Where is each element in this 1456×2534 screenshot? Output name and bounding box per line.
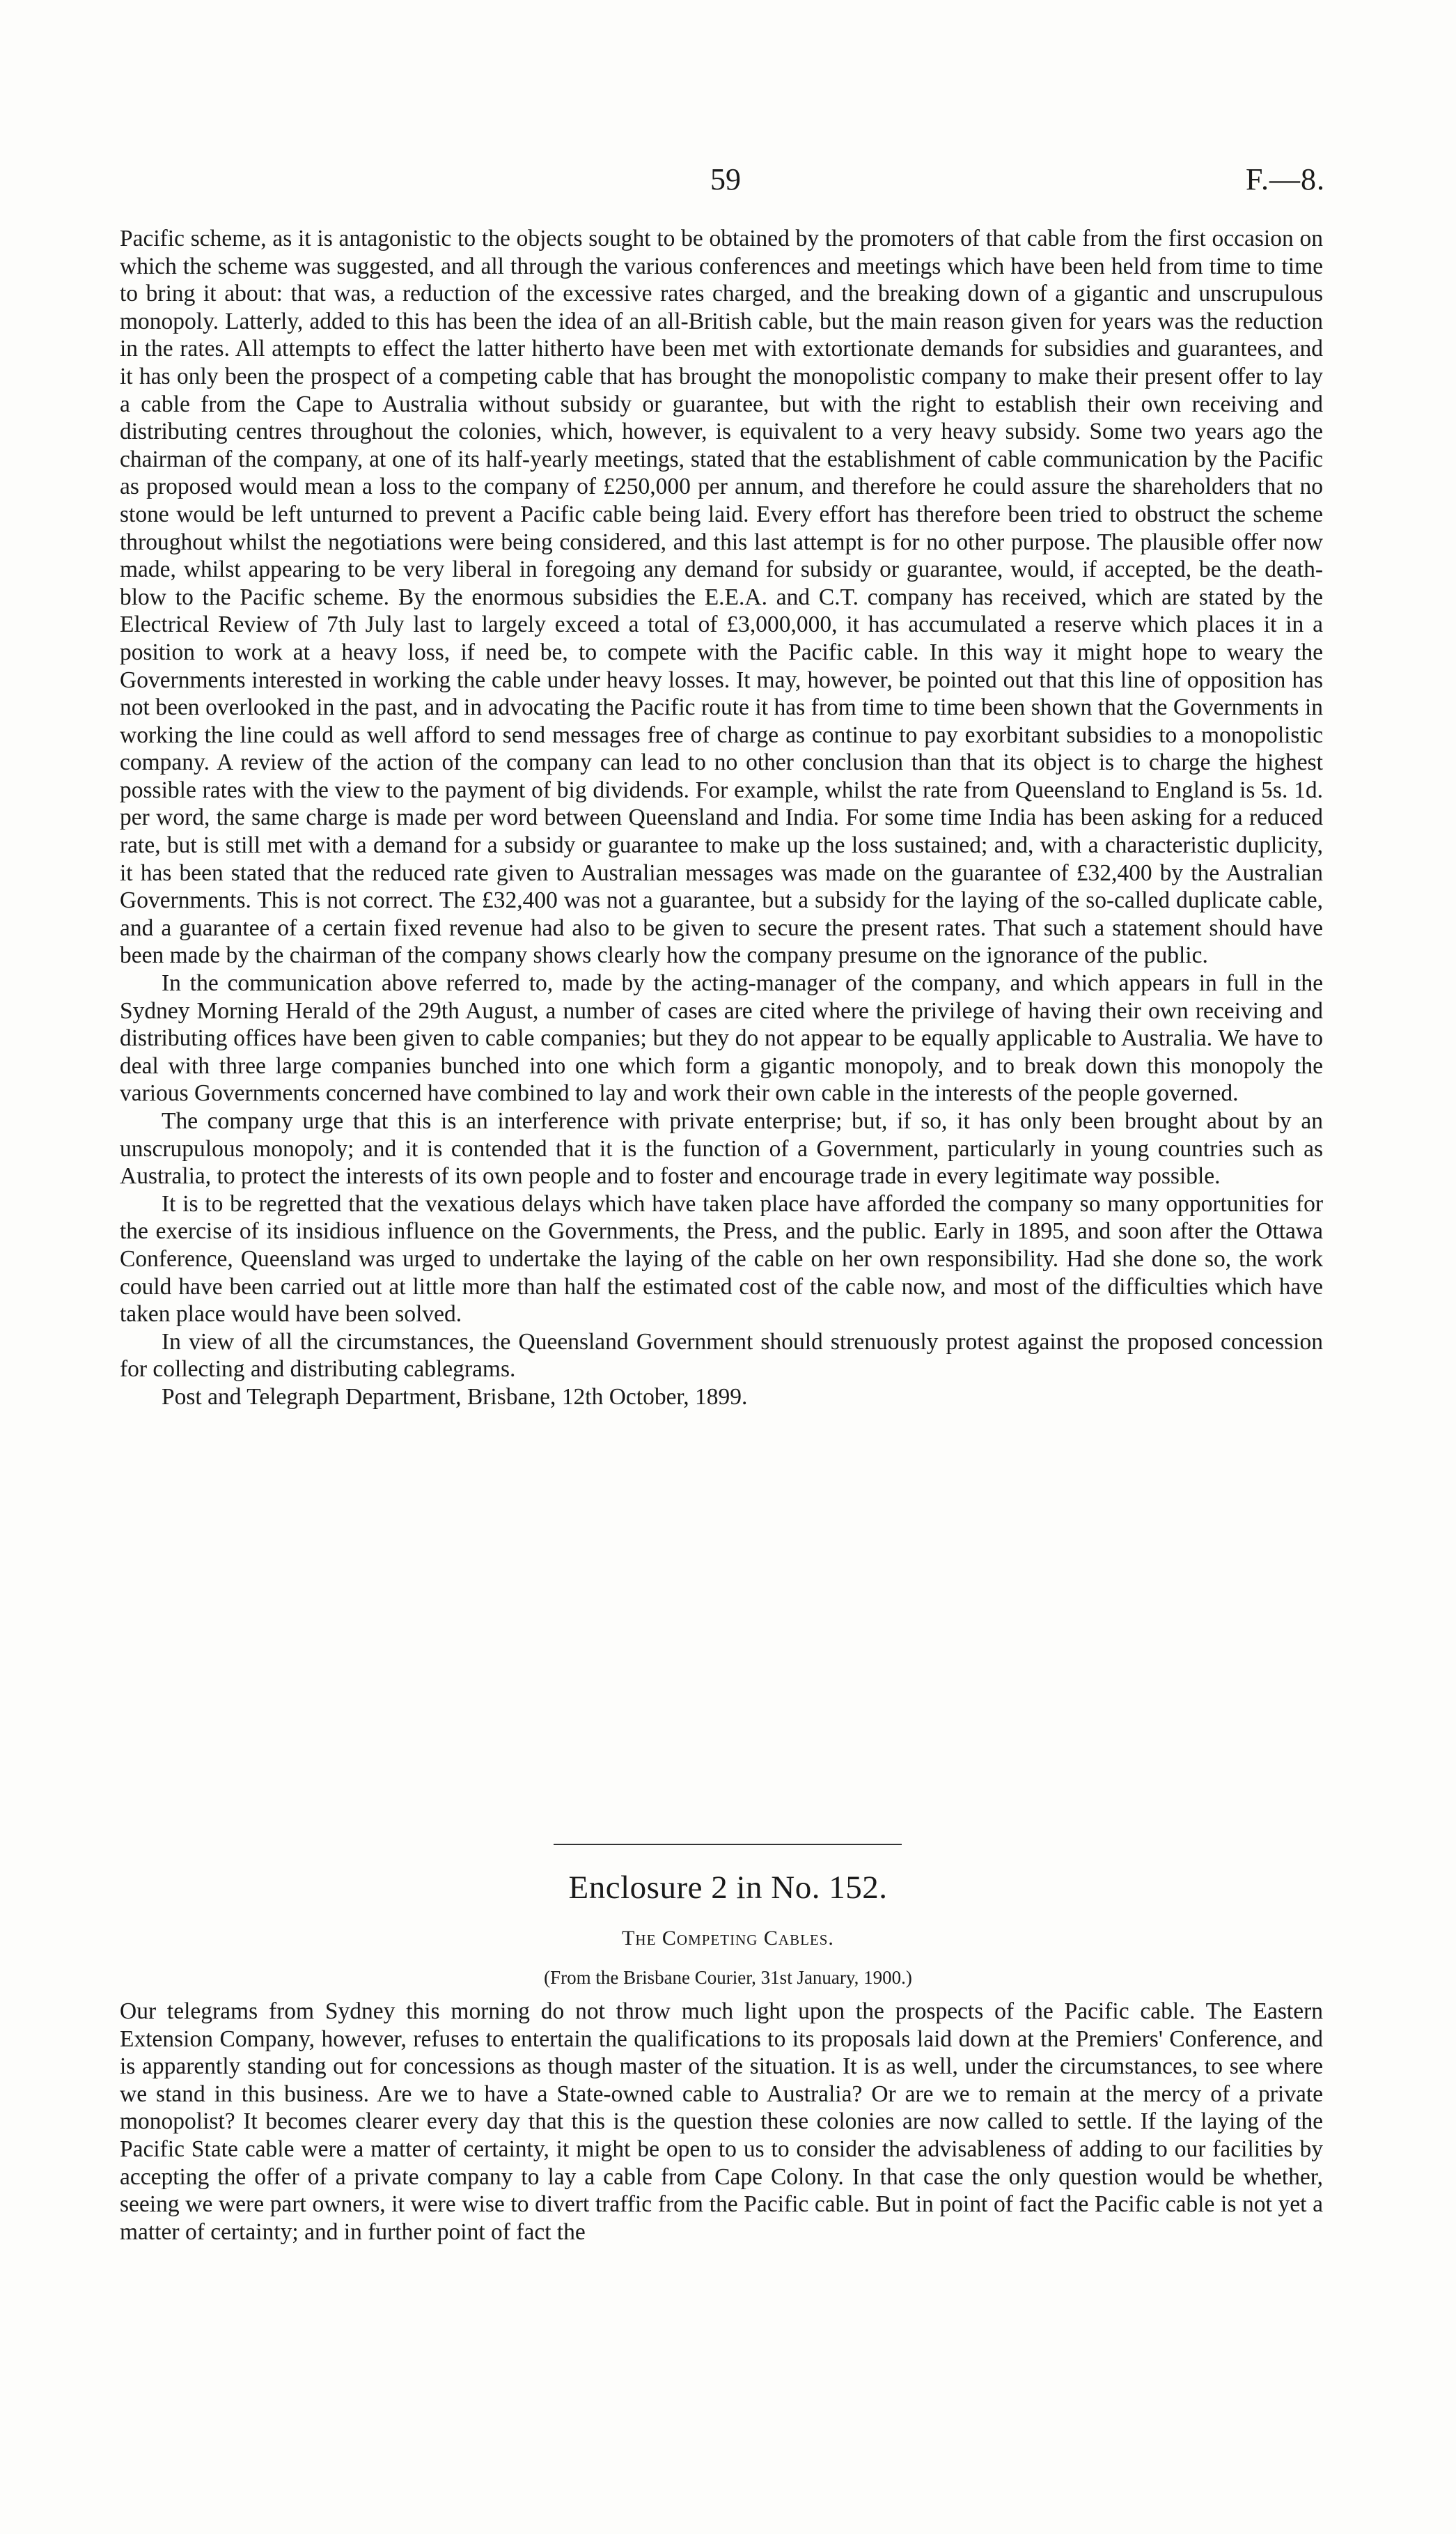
page-number: 59	[710, 162, 741, 196]
paragraph-4: It is to be regretted that the vexatious delays which have taken place have afforded the company so many opportunities for the exercise of its insidious influence on the Governments, the Press, and the public. Early in 1895, and soon after the Ottawa Conference, Queensland was urged to undertake the laying of the cable on her own responsibility. Had she done so, the work could have been carried out at little more than half the estimated cost of the cable now, and most of the difficulties which have taken place would have been solved.	[120, 1190, 1323, 1328]
enclosure-subtitle: The Competing Cables.	[622, 1927, 834, 1950]
paragraph-3: The company urge that this is an interference with private enterprise; but, if so, it has only been brought about by an unscrupulous monopoly; and it is contended that it is the function of a Government, particularly in young countries such as Australia, to protect the interests of its own people and to foster and encourage trade in every legitimate way possible.	[120, 1108, 1323, 1190]
signature-line: Post and Telegraph Department, Brisbane, 12th October, 1899.	[162, 1383, 748, 1410]
enclosure-source: (From the Brisbane Courier, 31st January, 1900.)	[544, 1967, 912, 1988]
paragraph-5: In view of all the circumstances, the Queensland Government should strenuously protest against the proposed concession for collecting and distributing cablegrams.	[120, 1328, 1323, 1383]
paragraph-1: Pacific scheme, as it is antagonistic to the objects sought to be obtained by the promoters of that cable from the first occasion on which the scheme was suggested, and all through the various conferences and meetings which have been held from time to time to bring it about: that was, a reduction of the excessive rates charged, and the breaking down of a gigantic and unscrupulous monopoly. Latterly, added to this has been the idea of an all-British cable, but the main reason given for years was the reduction in the rates. All attempts to effect the latter hitherto have been met with extortionate demands for subsidies and guarantees, and it has only been the prospect of a competing cable that has brought the monopolistic company to make their present offer to lay a cable from the Cape to Australia without subsidy or guarantee, but with the right to establish their own receiving and distributing centres throughout the colonies, which, however, is equivalent to a very heavy subsidy. Some two years ago the chairman of the company, at one of its half-yearly meetings, stated that the establishment of cable communication by the Pacific as proposed would mean a loss to the company of £250,000 per annum, and therefore he could assure the shareholders that no stone would be left unturned to prevent a Pacific cable being laid. Every effort has therefore been tried to obstruct the scheme throughout whilst the negotiations were being considered, and this last attempt is for no other purpose. The plausible offer now made, whilst appearing to be very liberal in foregoing any demand for subsidy or guarantee, would, if accepted, be the death-blow to the Pacific scheme. By the enormous subsidies the E.E.A. and C.T. company has received, which are stated by the Electrical Review of 7th July last to largely exceed a total of £3,000,000, it has accumulated a reserve which places it in a position to work at a heavy loss, if need be, to compete with the Pacific cable. In this way it might hope to weary the Governments interested in working the cable under heavy losses. It may, however, be pointed out that this line of opposition has not been overlooked in the past, and in advocating the Pacific route it has from time to time been shown that the Governments in working the line could as well afford to send messages free of charge as continue to pay exorbitant subsidies to a monopolistic company. A review of the action of the company can lead to no other conclusion than that its object is to charge the highest possible rates with the view to the payment of big dividends. For example, whilst the rate from Queensland to England is 5s. 1d. per word, the same charge is made per word between Queensland and India. For some time India has been asking for a reduced rate, but is still met with a demand for a subsidy or guarantee to make up the loss sustained; and, with a characteristic duplicity, it has been stated that the reduced rate given to Australian messages was made on the guarantee of £32,400 by the Australian Governments. This is not correct. The £32,400 was not a guarantee, but a subsidy for the laying of the so-called duplicate cable, and a guarantee of a certain fixed revenue had also to be given to secure the present rates. That such a statement should have been made by the chairman of the company shows clearly how the company presume on the ignorance of the public.	[120, 226, 1323, 969]
document-reference: F.—8.	[1246, 162, 1325, 196]
section-divider	[554, 1844, 902, 1845]
letter-body	[120, 225, 1323, 1411]
enclosure-body	[120, 1998, 1323, 2246]
paragraph-2: In the communication above referred to, made by the acting-manager of the company, and which appears in full in the Sydney Morning Herald of the 29th August, a number of cases are cited where the privilege of having their own receiving and distributing offices have been given to cable companies; but they do not appear to be equally applicable to Australia. We have to deal with three large companies bunched into one which form a gigantic monopoly, and to break down this monopoly the various Governments concerned have combined to lay and work their own cable in the interests of the people governed.	[120, 970, 1323, 1107]
enclosure-paragraph: Our telegrams from Sydney this morning do not throw much light upon the prospects of the Pacific cable. The Eastern Extension Company, however, refuses to entertain the qualifications to its proposals laid down at the Premiers' Conference, and is apparently standing out for concessions as though master of the situation. It is as well, under the circumstances, to see where we stand in this business. Are we to have a State-owned cable to Australia? Or are we to remain at the mercy of a private monopolist? It becomes clearer every day that this is the question these colonies are now called to settle. If the laying of the Pacific State cable were a matter of certainty, it might be open to us to consider the advisableness of adding to our facilities by accepting the offer of a private company to lay a cable from Cape Colony. In that case the only question would be whether, seeing we were part owners, it were wise to divert traffic from the Pacific cable. But in point of fact the Pacific cable is not yet a matter of certainty; and in further point of fact the	[120, 1998, 1323, 2245]
enclosure-title: Enclosure 2 in No. 152.	[568, 1870, 888, 1906]
